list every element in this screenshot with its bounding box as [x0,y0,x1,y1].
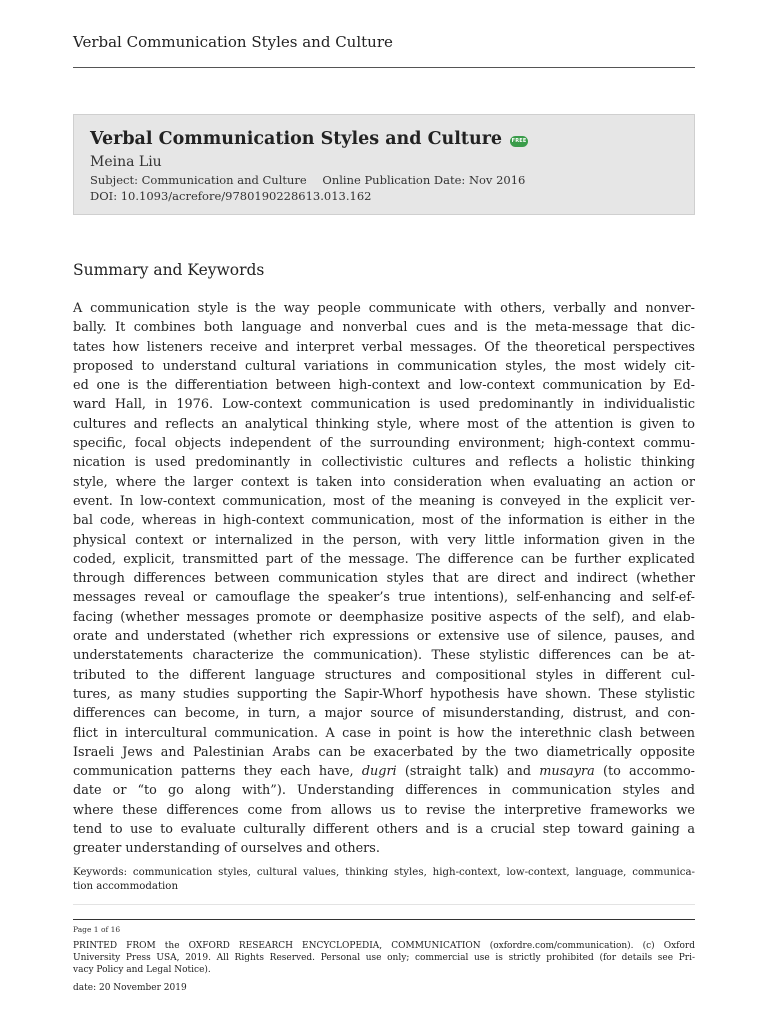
section-title: Summary and Keywords [73,261,265,279]
article-title-text: Verbal Communication Styles and Culture [90,129,503,149]
doi-label: DOI: [90,189,118,203]
abstract-line: tures, as many studies supporting the Sapir-Whorf hypothesis have shown. These stylistic [73,686,695,702]
abstract-line: physical context or internalized in the person, with very little information given in the [73,532,695,548]
print-notice-line: vacy Policy and Legal Notice). [73,965,211,975]
abstract-line: facing (whether messages promote or deemphasize positive aspects of the self), and elab- [73,609,695,625]
footer-divider [73,919,695,920]
abstract-line: where these differences come from allows us to revise the interpretive frameworks we [73,802,695,818]
abstract-line: coded, explicit, transmitted part of the message. The difference can be further explicated [73,551,695,567]
abstract-line: date or “to go along with”). Understanding differences in communication styles and [73,783,695,799]
author-name: Meina Liu [90,154,162,170]
keywords-line: tion accommodation [73,881,178,892]
abstract-line: ward Hall, in 1976. Low-context communication is used predominantly in individualistic [73,397,695,413]
abstract-line: Israeli Jews and Palestinian Arabs can be exacerbated by the two diametrically opposite [73,744,695,760]
abstract-line: style, where the larger context is taken into consideration when evaluating an action or [73,474,695,490]
abstract-line: messages reveal or camouflage the speaker’s true intentions), self-enhancing and self-ef- [73,590,695,606]
header-divider [73,67,695,68]
abstract-text: (to accommo- [594,764,695,780]
abstract-line: bally. It combines both language and nonverbal cues and is the meta-message that dic- [73,320,695,336]
free-badge-icon: FREE [510,136,528,147]
publication-date-label: Online Publication Date: [322,173,466,187]
abstract-line: tates how listeners receive and interpret verbal messages. Of the theoretical perspectives [73,339,695,355]
print-date: date: 20 November 2019 [73,983,187,993]
abstract-line: understatements characterize the communication). These stylistic differences can be at- [73,648,695,664]
doi-value: 10.1093/acrefore/9780190228613.013.162 [120,189,372,203]
article-title [90,127,678,151]
abstract-line: tributed to the different language structures and compositional styles in different cul- [73,667,695,683]
subject-line [90,172,678,188]
doi-line [90,188,678,204]
abstract-line: cultures and reflects an analytical thinking style, where most of the attention is given to [73,416,695,432]
abstract-line: orate and understated (whether rich expressions or extensive use of silence, pauses, and [73,629,695,645]
print-notice-line: PRINTED FROM the OXFORD RESEARCH ENCYCLOPEDIA, COMMUNICATION (oxfordre.com/communication). (c) Oxford [73,941,695,951]
abstract-text: communication patterns they each have, [73,764,362,780]
publication-date-value: Nov 2016 [468,173,526,187]
abstract-line: ed one is the differentiation between high-context and low-context communication by Ed- [73,378,695,394]
abstract-line: bal code, whereas in high-context communication, most of the information is either in the [73,513,695,529]
subject-label: Subject: [90,173,138,187]
print-notice-line: University Press USA, 2019. All Rights Reserved. Personal use only; commercial use is strictly prohibited (for details see Pri- [73,953,695,963]
print-notice [73,940,695,976]
abstract-text: (straight talk) and [396,764,540,780]
abstract-line: proposed to understand cultural variations in communication styles, the most widely cit- [73,358,695,374]
abstract-line: event. In low-context communication, most of the meaning is conveyed in the explicit ver- [73,493,695,509]
keywords-divider [73,904,695,905]
abstract-line: tend to use to evaluate culturally different others and is a crucial step toward gaining a [73,822,695,838]
subject-value: Communication and Culture [141,173,307,187]
page-number: Page 1 of 16 [73,925,121,934]
running-head: Verbal Communication Styles and Culture [73,33,393,51]
abstract-line: flict in intercultural communication. A case in point is how the interethnic clash between [73,725,695,741]
term-dugri: dugri [361,764,397,780]
abstract-line: A communication style is the way people communicate with others, verbally and nonver- [73,301,695,316]
article-info-box [73,114,695,215]
abstract-paragraph [73,299,695,859]
abstract-line: nication is used predominantly in collectivistic cultures and reflects a holistic thinking [73,455,695,471]
abstract-line: greater understanding of ourselves and others. [73,841,380,857]
abstract-line [73,762,695,781]
abstract-line: through differences between communication styles that are direct and indirect (whether [73,571,695,587]
keywords-block [73,866,695,894]
abstract-line: differences can become, in turn, a major source of misunderstanding, distrust, and con- [73,706,695,722]
abstract-line: specific, focal objects independent of the surrounding environment; high-context commu- [73,436,695,452]
term-musayra: musayra [539,764,595,780]
keywords-line: Keywords: communication styles, cultural values, thinking styles, high-context, low-context, language, communica- [73,867,695,878]
